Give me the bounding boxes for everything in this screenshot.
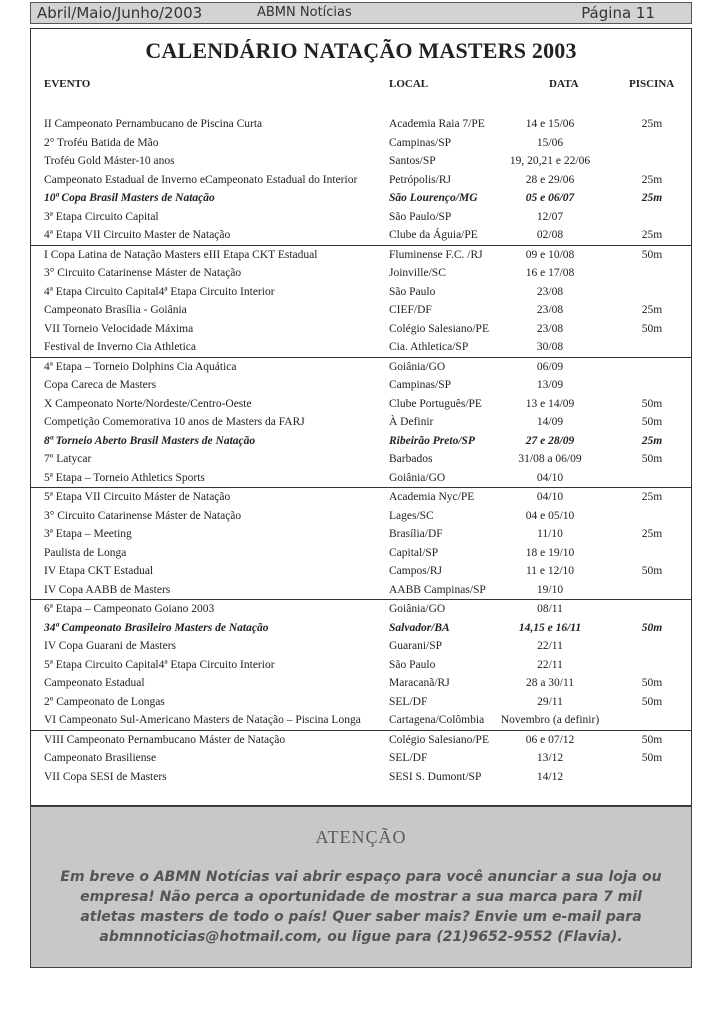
event-pool: 50m xyxy=(641,248,663,261)
event-date: 29/11 xyxy=(537,695,563,708)
event-row xyxy=(31,562,691,581)
event-location: Colégio Salesiano/PE xyxy=(389,322,489,335)
event-row xyxy=(31,376,691,395)
event-name: Campeonato Estadual xyxy=(44,677,145,689)
event-date: 14/12 xyxy=(536,770,564,783)
event-date: 23/08 xyxy=(536,285,564,298)
event-name: 5ª Etapa Circuito Capital4ª Etapa Circuito Interior xyxy=(44,658,275,671)
event-date: 04/10 xyxy=(536,471,564,484)
event-date: 11/10 xyxy=(537,528,563,540)
notice-line: empresa! Não perca a oportunidade de mostrar a sua marca para 7 mil xyxy=(80,889,642,905)
event-name: 5ª Etapa VII Circuito Máster de Natação xyxy=(44,491,231,503)
calendar-title: CALENDÁRIO NATAÇÃO MASTERS 2003 xyxy=(145,38,577,63)
column-header-local: LOCAL xyxy=(389,78,429,90)
event-location: Cia. Athletica/SP xyxy=(389,341,469,353)
event-location: São Paulo xyxy=(389,285,436,298)
event-date: 14/09 xyxy=(536,416,564,428)
event-name: 7º Latycar xyxy=(44,453,92,465)
event-name: Campeonato Brasiliense xyxy=(44,752,157,764)
event-location: Guarani/SP xyxy=(389,640,443,652)
publication-name: ABMN Notícias xyxy=(257,5,352,20)
event-name: VIII Campeonato Pernambucano Máster de Natação xyxy=(44,733,286,746)
event-location: Goiânia/GO xyxy=(389,603,446,615)
event-row xyxy=(31,189,691,208)
event-date: 05 e 06/07 xyxy=(525,192,575,204)
event-name: 2º Campeonato de Longas xyxy=(44,695,165,708)
event-date: 08/11 xyxy=(537,603,563,615)
event-date: 14,15 e 16/11 xyxy=(518,621,582,634)
event-location: Campinas/SP xyxy=(389,136,451,149)
calendar-rows xyxy=(31,115,691,786)
event-row xyxy=(31,525,691,544)
event-name: 3° Circuito Catarinense Máster de Natação xyxy=(44,509,242,522)
event-name: 3ª Etapa Circuito Capital xyxy=(44,210,159,223)
event-pool: 25m xyxy=(641,229,663,241)
event-name: 34ª Campeonato Brasileiro Masters de Natação xyxy=(44,621,269,634)
event-location: SESI S. Dumont/SP xyxy=(389,770,482,783)
event-pool: 50m xyxy=(641,397,663,410)
notice-line: Em breve o ABMN Notícias vai abrir espaço para você anunciar a sua loja ou xyxy=(60,869,662,885)
event-row xyxy=(31,619,691,638)
event-date: 31/08 a 06/09 xyxy=(518,453,582,465)
event-date: 19/10 xyxy=(536,583,564,596)
event-name: VI Campeonato Sul-Americano Masters de Natação – Piscina Longa xyxy=(44,714,361,726)
event-row xyxy=(31,693,691,712)
event-location: São Paulo xyxy=(389,658,436,671)
event-row xyxy=(31,749,691,768)
event-date: 04 e 05/10 xyxy=(525,509,575,522)
event-location: Goiânia/GO xyxy=(389,471,446,484)
event-row xyxy=(31,768,691,787)
event-pool: 50m xyxy=(641,416,663,428)
event-row xyxy=(31,544,691,563)
event-name: Troféu Gold Máster-10 anos xyxy=(44,155,175,167)
event-date: 23/08 xyxy=(536,304,564,316)
event-name: IV Copa AABB de Masters xyxy=(44,583,171,596)
event-date: 16 e 17/08 xyxy=(525,267,575,279)
event-location: Academia Nyc/PE xyxy=(389,491,475,503)
event-row xyxy=(31,450,691,469)
event-date: 28 e 29/06 xyxy=(525,173,575,186)
event-location: Joinville/SC xyxy=(389,267,446,279)
event-row xyxy=(31,413,691,432)
event-row xyxy=(31,208,691,227)
event-date: 13 e 14/09 xyxy=(525,397,575,410)
event-row xyxy=(31,731,691,750)
event-name: VII Copa SESI de Masters xyxy=(44,770,167,783)
event-location: Academia Raia 7/PE xyxy=(389,118,485,130)
notice-title: ATENÇÃO xyxy=(315,827,407,847)
column-header-date: DATA xyxy=(549,78,579,90)
event-name: 3° Circuito Catarinense Máster de Natação xyxy=(44,267,242,279)
event-location: São Paulo/SP xyxy=(389,210,452,223)
event-row xyxy=(31,264,691,283)
event-date: 06 e 07/12 xyxy=(525,733,575,746)
column-header-pool: PISCINA xyxy=(629,78,675,90)
event-pool: 25m xyxy=(641,434,663,447)
event-name: 4ª Etapa Circuito Capital4ª Etapa Circuito Interior xyxy=(44,285,275,298)
event-date: 09 e 10/08 xyxy=(525,248,575,261)
event-row xyxy=(31,358,691,377)
notice-line: atletas masters de todo o país! Quer saber mais? Envie um e-mail para xyxy=(80,909,642,925)
event-date: 13/12 xyxy=(536,752,564,764)
event-date: 13/09 xyxy=(536,379,564,391)
event-date: 12/07 xyxy=(536,210,564,223)
event-pool: 25m xyxy=(641,528,663,540)
event-name: Campeonato Estadual de Inverno eCampeonato Estadual do Interior xyxy=(44,173,358,186)
event-date: Novembro (a definir) xyxy=(500,714,600,726)
event-pool: 50m xyxy=(641,752,663,764)
event-row xyxy=(31,600,691,619)
event-pool: 50m xyxy=(641,621,663,634)
event-location: Capital/SP xyxy=(389,546,439,559)
event-name: Copa Careca de Masters xyxy=(44,379,157,391)
event-location: Maracanã/RJ xyxy=(389,677,450,689)
event-location: Cartagena/Colômbia xyxy=(389,714,485,726)
event-row xyxy=(31,115,691,134)
event-location: Lages/SC xyxy=(389,509,434,522)
event-date: 04/10 xyxy=(536,491,564,503)
event-location: Campinas/SP xyxy=(389,379,451,391)
calendar-box xyxy=(30,28,692,806)
event-pool: 25m xyxy=(641,192,663,204)
event-name: 4ª Etapa – Torneio Dolphins Cia Aquática xyxy=(44,360,237,373)
event-row xyxy=(31,338,691,357)
event-location: Campos/RJ xyxy=(389,565,443,577)
event-pool: 50m xyxy=(641,453,663,465)
event-name: Campeonato Brasília - Goiânia xyxy=(44,304,187,316)
event-date: 30/08 xyxy=(536,341,564,353)
event-date: 06/09 xyxy=(536,360,564,373)
event-location: São Lourenço/MG xyxy=(389,192,478,204)
event-location: Santos/SP xyxy=(389,155,436,167)
event-row xyxy=(31,507,691,526)
event-name: 2° Troféu Batida de Mão xyxy=(44,136,159,149)
event-location: Fluminense F.C. /RJ xyxy=(389,248,483,261)
event-name: Festival de Inverno Cia Athletica xyxy=(44,341,197,353)
event-location: Goiânia/GO xyxy=(389,360,446,373)
event-location: Salvador/BA xyxy=(389,621,450,634)
event-date: 19, 20,21 e 22/06 xyxy=(509,155,591,167)
event-location: Petrópolis/RJ xyxy=(389,173,451,186)
event-date: 22/11 xyxy=(537,658,563,671)
event-location: Ribeirão Preto/SP xyxy=(389,434,475,447)
event-row xyxy=(31,469,691,488)
event-date: 02/08 xyxy=(536,229,564,241)
event-row xyxy=(31,246,691,265)
event-name: VII Torneio Velocidade Máxima xyxy=(44,322,194,335)
event-name: 5ª Etapa – Torneio Athletics Sports xyxy=(44,471,205,484)
event-name: 8ª Torneio Aberto Brasil Masters de Natação xyxy=(44,434,256,447)
event-name: I Copa Latina de Natação Masters eIII Etapa CKT Estadual xyxy=(44,248,318,261)
page-header xyxy=(30,2,692,24)
event-row xyxy=(31,134,691,153)
event-row xyxy=(31,674,691,693)
event-name: II Campeonato Pernambucano de Piscina Curta xyxy=(44,118,263,130)
event-location: Clube Português/PE xyxy=(389,397,482,410)
event-row xyxy=(31,637,691,656)
event-row xyxy=(31,488,691,507)
event-location: À Definir xyxy=(389,416,434,428)
notice-box xyxy=(30,806,692,968)
event-pool: 50m xyxy=(641,565,663,577)
event-location: Brasília/DF xyxy=(389,528,443,540)
event-name: IV Copa Guarani de Masters xyxy=(44,640,177,652)
event-location: SEL/DF xyxy=(389,695,428,708)
event-name: 4ª Etapa VII Circuito Master de Natação xyxy=(44,229,231,241)
event-location: AABB Campinas/SP xyxy=(389,583,486,596)
event-pool: 25m xyxy=(641,491,663,503)
event-location: Clube da Águia/PE xyxy=(389,229,478,241)
event-date: 14 e 15/06 xyxy=(525,118,575,130)
event-date: 23/08 xyxy=(536,322,564,335)
event-pool: 50m xyxy=(641,695,663,708)
event-pool: 50m xyxy=(641,733,663,746)
event-location: Colégio Salesiano/PE xyxy=(389,733,489,746)
event-row xyxy=(31,152,691,171)
event-location: Barbados xyxy=(389,453,433,465)
event-row xyxy=(31,283,691,302)
event-location: CIEF/DF xyxy=(389,304,432,316)
event-pool: 25m xyxy=(641,304,663,316)
event-date: 27 e 28/09 xyxy=(525,434,575,447)
event-pool: 25m xyxy=(641,173,663,186)
event-name: Competição Comemorativa 10 anos de Masters da FARJ xyxy=(44,416,305,428)
event-row xyxy=(31,226,691,245)
event-date: 28 a 30/11 xyxy=(525,677,575,689)
notice-line: abmnnoticias@hotmail.com, ou ligue para (21)9652-9552 (Flavia). xyxy=(99,929,623,945)
event-row xyxy=(31,581,691,600)
event-name: X Campeonato Norte/Nordeste/Centro-Oeste xyxy=(44,397,252,410)
event-pool: 25m xyxy=(641,118,663,130)
event-pool: 50m xyxy=(641,322,663,335)
event-location: SEL/DF xyxy=(389,752,428,764)
event-pool: 50m xyxy=(641,677,663,689)
event-row xyxy=(31,320,691,339)
event-row xyxy=(31,301,691,320)
event-date: 11 e 12/10 xyxy=(525,565,575,577)
event-date: 22/11 xyxy=(537,640,563,652)
event-row xyxy=(31,395,691,414)
event-row xyxy=(31,432,691,451)
event-name: Paulista de Longa xyxy=(44,546,127,559)
page-number: Página 11 xyxy=(581,4,655,22)
notice-body xyxy=(51,867,671,947)
event-name: 10ª Copa Brasil Masters de Natação xyxy=(44,192,215,204)
event-date: 15/06 xyxy=(536,136,564,149)
event-row xyxy=(31,711,691,730)
event-name: 3ª Etapa – Meeting xyxy=(44,528,132,540)
event-name: IV Etapa CKT Estadual xyxy=(44,565,154,577)
issue-date: Abril/Maio/Junho/2003 xyxy=(37,4,203,22)
event-row xyxy=(31,171,691,190)
column-header-event: EVENTO xyxy=(44,78,91,90)
event-row xyxy=(31,656,691,675)
event-date: 18 e 19/10 xyxy=(525,546,575,559)
event-name: 6ª Etapa – Campeonato Goiano 2003 xyxy=(44,603,215,615)
